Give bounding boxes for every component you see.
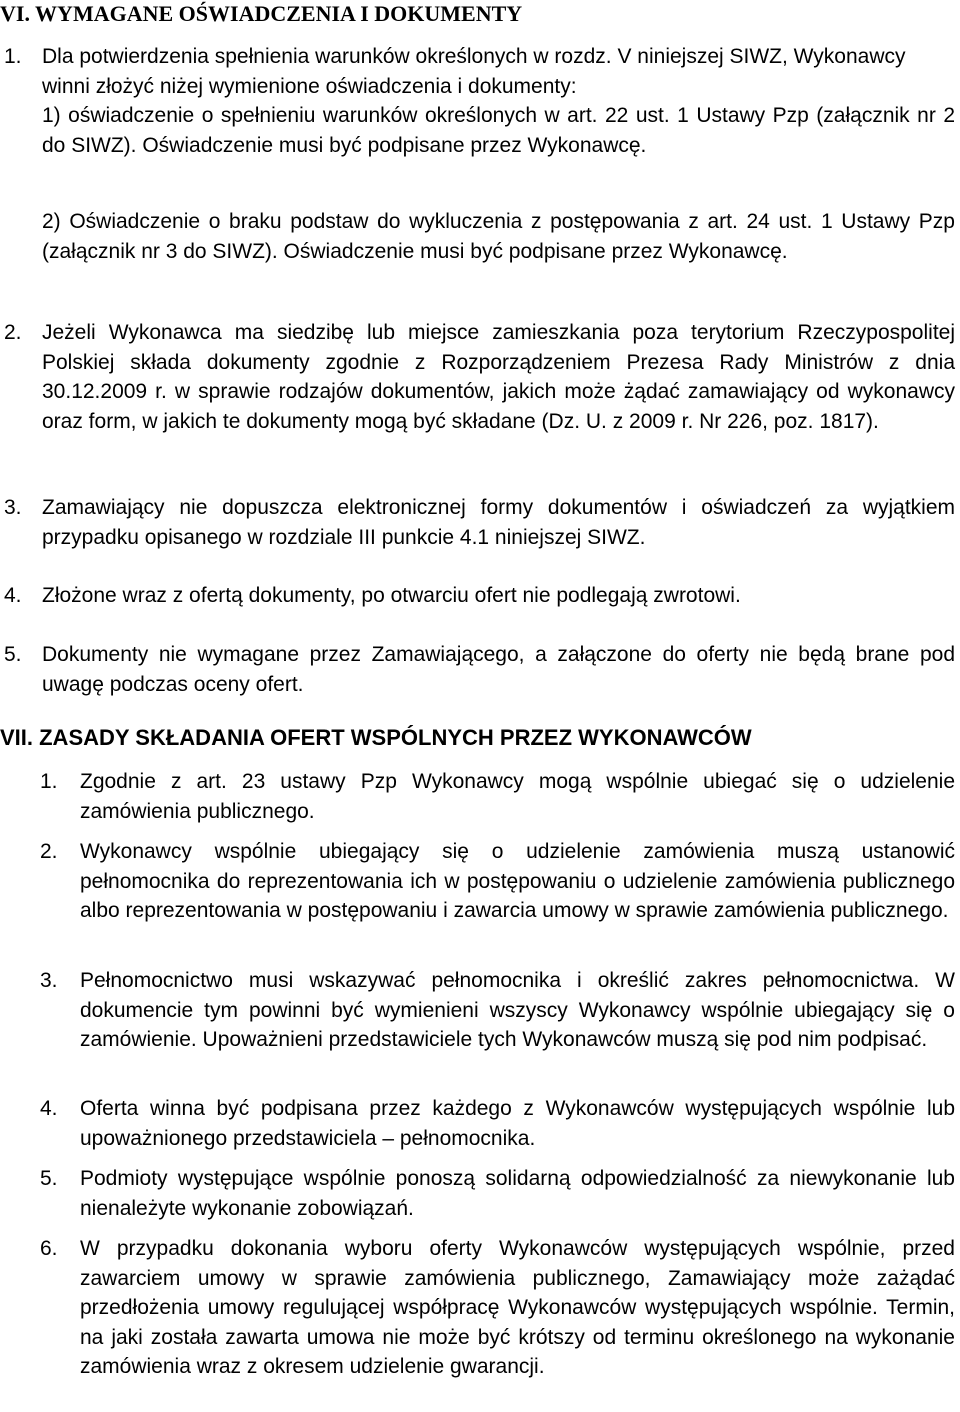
section-6-item-4-number: 4. xyxy=(4,584,22,607)
section-7-item-4-number: 4. xyxy=(40,1097,58,1120)
section-7-item-5-number: 5. xyxy=(40,1167,58,1190)
section-6-item-2-number: 2. xyxy=(4,321,22,344)
section-6-item-5-number: 5. xyxy=(4,643,22,666)
section-6-item-2-text: Jeżeli Wykonawca ma siedzibę lub miejsce zamieszkania poza terytorium Rzeczypospolitej Polskiej składa dokumenty zgodnie z Rozporządzeniem Prezesa Rady Ministrów z dnia 30.12.2009 r. w sprawie rodzajów dokumentów, jakich może żądać zamawiający od wykonawcy oraz form, w jakich te dokumenty mogą być składane (Dz. U. z 2009 r. Nr 226, poz. 1817). xyxy=(42,321,955,433)
section-7-item-3-text: Pełnomocnictwo musi wskazywać pełnomocnika i określić zakres pełnomocnictwa. W dokumencie tym powinni być wymienieni wszyscy Wykonawcy wspólnie ubiegający się o zamówienie. Upoważnieni przedstawiciele tych Wykonawców muszą się pod nim podpisać. xyxy=(80,969,955,1051)
section-6-item-5-text: Dokumenty nie wymagane przez Zamawiającego, a załączone do oferty nie będą brane pod uwagę podczas oceny ofert. xyxy=(42,643,955,696)
section-7-item-4-text: Oferta winna być podpisana przez każdego z Wykonawców występujących wspólnie lub upoważnionego przedstawiciela – pełnomocnika. xyxy=(80,1097,955,1150)
section-6-item-4-text: Złożone wraz z ofertą dokumenty, po otwarciu ofert nie podlegają zwrotowi. xyxy=(42,584,741,607)
section-6-item-1-sub-2: 2) Oświadczenie o braku podstaw do wykluczenia z postępowania z art. 24 ust. 1 Ustawy Pzp (załącznik nr 3 do SIWZ). Oświadczenie musi być podpisane przez Wykonawcę. xyxy=(42,210,955,263)
section-6-title: VI. WYMAGANE OŚWIADCZENIA I DOKUMENTY xyxy=(0,1,523,26)
section-6-item-3-number: 3. xyxy=(4,496,22,519)
section-7-item-1-number: 1. xyxy=(40,770,58,793)
section-7-item-6-number: 6. xyxy=(40,1237,58,1260)
section-6-item-1-number: 1. xyxy=(4,45,22,68)
section-7-title: VII. ZASADY SKŁADANIA OFERT WSPÓLNYCH PRZEZ WYKONAWCÓW xyxy=(0,725,752,750)
section-7-item-6-text: W przypadku dokonania wyboru oferty Wykonawców występujących wspólnie, przed zawarciem umowy w sprawie zamówienia publicznego, Zamawiający może zażądać przedłożenia umowy regulującej współpracę Wykonawców występujących wspólnie. Termin, na jaki została zawarta umowa nie może być krótszy od terminu określonego na wykonanie zamówienia wraz z okresem udzielenie gwarancji. xyxy=(80,1237,955,1378)
section-6-item-3-text: Zamawiający nie dopuszcza elektronicznej formy dokumentów i oświadczeń za wyjątkiem przypadku opisanego w rozdziale III punkcie 4.1 niniejszej SIWZ. xyxy=(42,496,955,549)
section-7-item-2-number: 2. xyxy=(40,840,58,863)
section-7-item-1-text: Zgodnie z art. 23 ustawy Pzp Wykonawcy mogą wspólnie ubiegać się o udzielenie zamówienia publicznego. xyxy=(80,770,955,823)
section-6-item-1-text: Dla potwierdzenia spełnienia warunków określonych w rozdz. V niniejszej SIWZ, Wykonawcy winni złożyć niżej wymienione oświadczenia i dokumenty: xyxy=(42,45,906,98)
section-7-item-5-text: Podmioty występujące wspólnie ponoszą solidarną odpowiedzialność za niewykonanie lub nienależyte wykonanie zobowiązań. xyxy=(80,1167,955,1220)
section-6-item-1-sub-1: 1) oświadczenie o spełnieniu warunków określonych w art. 22 ust. 1 Ustawy Pzp (załącznik nr 2 do SIWZ). Oświadczenie musi być podpisane przez Wykonawcę. xyxy=(42,104,955,157)
section-7-item-2-text: Wykonawcy wspólnie ubiegający się o udzielenie zamówienia muszą ustanowić pełnomocnika do reprezentowania ich w postępowaniu o udzielenie zamówienia publicznego albo reprezentowania w postępowaniu i zawarcia umowy w sprawie zamówienia publicznego. xyxy=(80,840,955,922)
section-7-item-3-number: 3. xyxy=(40,969,58,992)
